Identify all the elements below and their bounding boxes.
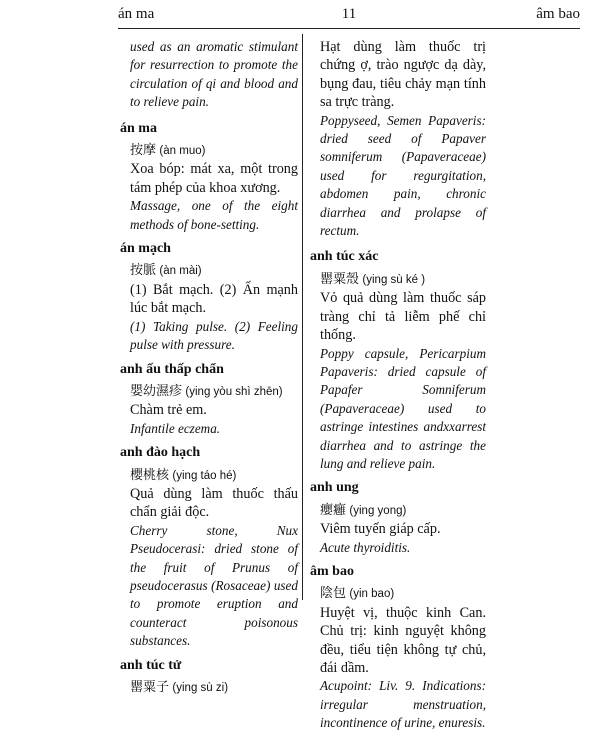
entry-vietnamese: Viêm tuyến giáp cấp. bbox=[320, 521, 441, 538]
entry-term: anh ấu thấp chẩn bbox=[120, 361, 224, 377]
entry-pinyin: (ying yòu shì zhēn) bbox=[185, 385, 283, 398]
entry-chinese-line bbox=[120, 678, 298, 697]
entry bbox=[120, 361, 298, 439]
left-column bbox=[120, 38, 298, 703]
continuation-english: Poppyseed, Semen Papaveris: dried seed of Papaver somniferum (Papaveraceae) used for regurgitation, abdomen pain, chronic diarrhea and prolapse of rectum. bbox=[320, 112, 486, 239]
entry-chinese-line bbox=[310, 501, 486, 520]
entry-english: Acute thyroiditis. bbox=[320, 539, 411, 555]
entry-term: anh ung bbox=[310, 480, 359, 496]
entry-pinyin: (yin bao) bbox=[349, 588, 395, 601]
entry-chinese-line bbox=[120, 382, 298, 401]
entry-chinese: 櫻桃核 bbox=[130, 467, 170, 483]
entry bbox=[120, 657, 298, 698]
entry-chinese-line bbox=[120, 141, 298, 160]
column-divider bbox=[302, 34, 303, 600]
entry-vietnamese: Xoa bóp: mát xa, một trong tám phép của khoa xương. bbox=[130, 161, 298, 196]
entry-vietnamese: (1) Bắt mạch. (2) Ấn mạnh lúc bắt mạch. bbox=[130, 281, 298, 317]
entry-vietnamese: Vỏ quả dùng làm thuốc sáp tràng chỉ tả liễm phế chỉ thống. bbox=[320, 290, 486, 344]
entry-english: Cherry stone, Nux Pseudocerasi: dried stone of the fruit of Prunus of pseudocerasus (Rosaceae) used to promote eruption and counteract poisonous substances. bbox=[130, 522, 298, 649]
entry-english: Acupoint: Liv. 9. Indications: irregular menstruation, incontinence of urine, enuresis. bbox=[320, 678, 486, 731]
entry-english: Poppy capsule, Pericarpium Papaveris: dried capsule of Papafer Somniferum (Papaveraceae) used to astringe intestines andxxarrest diarrhea and to astringe the lung and relieve pain. bbox=[320, 345, 486, 471]
entry-term: anh túc tử bbox=[120, 657, 182, 673]
entry-chinese: 癭癰 bbox=[320, 502, 347, 518]
entry-term: án mạch bbox=[120, 241, 171, 257]
entry-english: Massage, one of the eight methods of bone-setting. bbox=[130, 198, 298, 232]
entry-chinese-line bbox=[310, 584, 486, 603]
entry-chinese: 罌粟殼 bbox=[320, 271, 360, 287]
entry-term: án ma bbox=[120, 120, 157, 136]
entry-pinyin: (ying táo hé) bbox=[172, 469, 237, 482]
entry bbox=[310, 563, 486, 733]
entry-vietnamese: Quả dùng làm thuốc thấu chẩn giải độc. bbox=[130, 485, 298, 521]
entry-pinyin: (ying sù zi) bbox=[172, 682, 229, 694]
entry-chinese: 陰包 bbox=[320, 586, 347, 602]
entry-term: anh túc xác bbox=[310, 249, 379, 265]
entry bbox=[310, 248, 486, 473]
header-right-term: âm bao bbox=[536, 6, 580, 22]
entry-chinese: 按脈 bbox=[130, 263, 157, 279]
entry-pinyin: (àn mài) bbox=[159, 265, 202, 278]
page-number: 11 bbox=[341, 6, 357, 22]
entry-term: âm bao bbox=[310, 563, 354, 579]
continuation-vietnamese: Hạt dùng làm thuốc trị chứng ợ, trào ngược dạ dày, bụng đau, tiêu chảy mạn tính sa trực tràng. bbox=[320, 39, 486, 111]
entry-english: Infantile eczema. bbox=[130, 420, 221, 436]
entry-chinese-line bbox=[310, 270, 486, 289]
entry-term: anh đào hạch bbox=[120, 445, 201, 461]
entry-pinyin: (àn muo) bbox=[159, 145, 206, 158]
entry bbox=[310, 479, 486, 557]
entry-pinyin: (ying yong) bbox=[349, 504, 407, 517]
entry-vietnamese: Chàm trẻ em. bbox=[130, 402, 207, 419]
entry-english: (1) Taking pulse. (2) Feeling pulse with pressure. bbox=[130, 318, 298, 353]
entry bbox=[120, 240, 298, 354]
entry-chinese-line bbox=[120, 466, 298, 485]
entry-chinese-line bbox=[120, 261, 298, 280]
entry-chinese: 按摩 bbox=[130, 143, 157, 159]
right-column bbox=[310, 38, 486, 739]
entry-vietnamese: Huyệt vị, thuộc kinh Can. Chủ trị: kinh nguyệt không đều, tiểu tiện không tự chủ, đái dầm. bbox=[320, 604, 486, 676]
entry bbox=[120, 444, 298, 650]
entry-chinese: 嬰幼濕疹 bbox=[130, 383, 183, 399]
continuation-english: used as an aromatic stimulant for resurrection to promote the circulation of qi and blood and to relieve pain. bbox=[130, 39, 298, 110]
page-header bbox=[118, 2, 580, 29]
entry-chinese: 罌粟子 bbox=[130, 680, 170, 695]
entry bbox=[120, 120, 298, 234]
header-left-term: án ma bbox=[118, 6, 155, 22]
entry-pinyin: (ying sù ké ) bbox=[362, 273, 426, 286]
